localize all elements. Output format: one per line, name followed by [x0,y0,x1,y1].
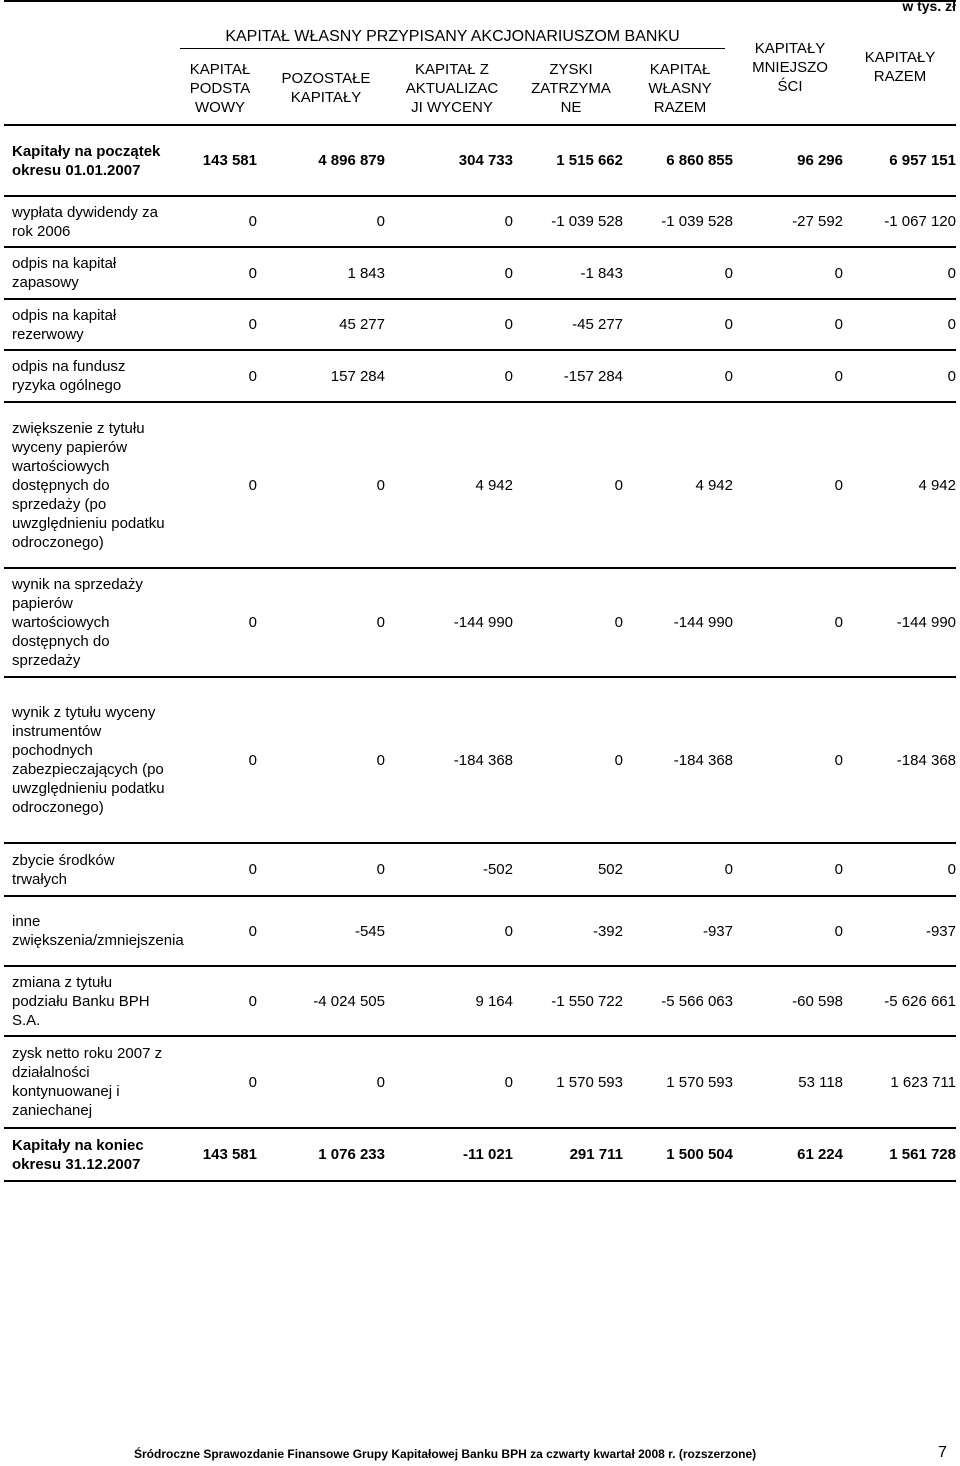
row-value: 0 [504,316,513,333]
row-value: -1 039 528 [551,213,623,230]
row-value: 4 896 879 [318,152,385,169]
row-value: 502 [597,861,623,878]
table-row [4,1036,956,1128]
table-row [4,125,956,196]
row-value: 0 [248,316,257,333]
row-value: 0 [504,264,513,282]
table-row [4,896,956,966]
table-row [4,247,956,299]
row-value: -1 843 [580,264,623,282]
row-value: 1 561 728 [889,1146,956,1163]
row-label: zmiana z tytułu podziału Banku BPH S.A. [12,973,150,1029]
table-top-border [4,0,956,2]
row-value: 1 076 233 [318,1146,385,1163]
row-value: 0 [248,264,257,282]
row-value: 0 [834,264,843,282]
table-row [4,1128,956,1181]
row-value: 1 570 593 [666,1073,733,1091]
row-label: zbycie środków trwałych [12,851,115,888]
row-value: 0 [947,861,956,878]
table-row [4,196,956,247]
row-value: -937 [925,922,956,940]
row-label: inne zwiększenia/zmniejszenia [12,913,184,949]
row-value: 0 [724,367,733,385]
row-value: 291 711 [569,1146,623,1163]
row-value: 4 942 [695,476,733,494]
row-value: 304 733 [458,152,513,169]
row-value: 0 [248,861,257,878]
row-value: 1 570 593 [556,1073,623,1091]
row-label: zwiększenie z tytułu wyceny papierów wartościowych dostępnych do sprzedaży (po uwzględnieniu podatku odroczonego) [12,419,165,551]
table-row [4,402,956,568]
row-value: 0 [504,367,513,385]
row-label: Kapitały na początek okresu 01.01.2007 [12,142,161,179]
row-value: -184 368 [896,751,956,769]
row-value: 0 [947,264,956,282]
row-value: -144 990 [453,614,513,631]
row-value: 0 [248,614,257,631]
row-value: -184 368 [673,751,733,769]
table-row [4,350,956,402]
row-value: 0 [834,614,843,631]
header-col-equity-total: KAPITAŁ WŁASNY RAZEM [648,61,712,116]
row-value: 0 [248,1073,257,1091]
row-value: 1 500 504 [666,1146,733,1163]
header-col-retained-earnings: ZYSKI ZATRZYMA NE [531,61,611,116]
row-value: -1 067 120 [884,213,956,230]
row-label: zysk netto roku 2007 z działalności kontynuowanej i zaniechanej [12,1045,163,1119]
header-col-minority: KAPITAŁY MNIEJSZO ŚCI [752,40,828,95]
row-value: 0 [248,992,257,1010]
table-row [4,677,956,843]
row-value: -5 626 661 [884,992,956,1010]
row-value: -184 368 [453,751,513,769]
row-value: 0 [376,213,385,230]
header-col-revaluation: KAPITAŁ Z AKTUALIZAC JI WYCENY [405,61,499,116]
row-value: 0 [248,476,257,494]
row-value: 45 277 [339,316,385,333]
row-value: 0 [947,367,956,385]
row-value: -4 024 505 [313,992,385,1010]
header-col-other-capital: POZOSTAŁE KAPITAŁY [281,70,371,106]
row-value: -5 566 063 [661,992,733,1010]
row-value: -144 990 [673,614,733,631]
header-group-divider [180,48,725,49]
row-value: -545 [354,922,385,940]
table-row [4,966,956,1036]
row-value: 6 957 151 [889,152,956,169]
row-label: Kapitały na koniec okresu 31.12.2007 [12,1136,144,1173]
row-value: 0 [834,751,843,769]
row-label: odpis na kapitał rezerwowy [12,306,117,343]
row-value: 6 860 855 [666,152,733,169]
row-value: -1 550 722 [551,992,623,1010]
table-row [4,299,956,350]
row-value: 0 [248,922,257,940]
row-value: -392 [592,922,623,940]
row-value: 0 [614,751,623,769]
row-value: 0 [834,367,843,385]
row-label: wynik na sprzedaży papierów wartościowych dostępnych do sprzedaży [12,576,143,669]
table-row [4,843,956,896]
row-value: 53 118 [798,1073,843,1091]
row-value: 157 284 [330,367,385,385]
row-value: 0 [248,213,257,230]
row-value: 0 [724,264,733,282]
row-value: 0 [947,316,956,333]
row-label: odpis na kapitał zapasowy [12,255,117,291]
header-col-total-capital: KAPITAŁY RAZEM [864,49,936,85]
row-value: 0 [834,476,843,494]
row-label: odpis na fundusz ryzyka ogólnego [12,358,126,394]
row-value: 9 164 [475,992,513,1010]
row-value: -157 284 [563,367,623,385]
row-value: -11 021 [462,1146,513,1163]
row-value: -27 592 [792,213,843,230]
row-value: -45 277 [572,316,623,333]
row-value: 0 [248,367,257,385]
row-value: 4 942 [918,476,956,494]
row-value: 4 942 [475,476,513,494]
row-value: 0 [834,316,843,333]
row-value: 0 [504,213,513,230]
row-value: 0 [376,1073,385,1091]
row-value: 0 [504,1073,513,1091]
row-value: 143 581 [202,152,257,169]
row-value: -60 598 [792,992,843,1010]
row-value: 0 [248,751,257,769]
row-value: 96 296 [797,152,843,169]
row-value: -502 [482,861,513,878]
row-value: 0 [724,316,733,333]
row-value: 0 [504,922,513,940]
row-value: 0 [834,922,843,940]
unit-label: w tys. zł [902,0,956,14]
page-number: 7 [938,1444,947,1461]
row-value: 0 [376,476,385,494]
row-label: wypłata dywidendy za rok 2006 [12,203,158,240]
row-value: -937 [702,922,733,940]
row-value: 0 [724,861,733,878]
row-value: 0 [614,614,623,631]
row-value: 0 [614,476,623,494]
row-value: -1 039 528 [661,213,733,230]
row-value: 1 623 711 [890,1073,956,1091]
equity-changes-table [4,124,956,1182]
row-value: 0 [376,751,385,769]
header-col-share-capital: KAPITAŁ PODSTA WOWY [189,61,251,116]
table-row [4,568,956,677]
row-value: 1 515 662 [556,152,623,169]
row-value: -144 990 [896,614,956,631]
row-value: 0 [834,861,843,878]
row-value: 61 224 [797,1146,843,1163]
row-value: 1 843 [347,264,385,282]
header-group-title: KAPITAŁ WŁASNY PRZYPISANY AKCJONARIUSZOM BANKU [225,28,680,45]
row-label: wynik z tytułu wyceny instrumentów pochodnych zabezpieczających (po uwzględnieniu podatku odroczonego) [12,704,165,816]
row-value: 0 [376,614,385,631]
row-value: 143 581 [202,1146,257,1163]
footer-text: Śródroczne Sprawozdanie Finansowe Grupy Kapitałowej Banku BPH za czwarty kwartał 2008 r. (rozszerzone) [134,1447,757,1461]
row-value: 0 [376,861,385,878]
